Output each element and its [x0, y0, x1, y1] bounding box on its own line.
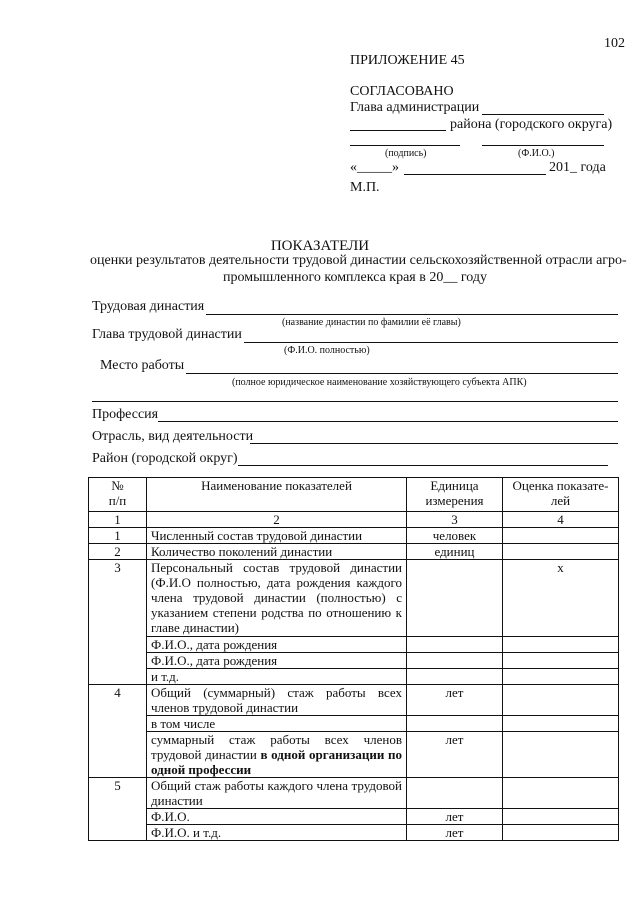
- row-unit[interactable]: [407, 560, 503, 637]
- table-header-row: [89, 478, 619, 512]
- row-name: Количество поколений династии: [147, 544, 407, 560]
- indicators-table: [88, 477, 619, 841]
- row-number: 1: [89, 528, 147, 544]
- row-name: Ф.И.О. и т.д.: [147, 825, 407, 841]
- header-num-line1: №: [111, 478, 124, 493]
- workplace-input-line[interactable]: [186, 373, 618, 374]
- row-score[interactable]: [503, 732, 619, 778]
- approved-label: СОГЛАСОВАНО: [350, 84, 454, 99]
- row-score[interactable]: [503, 809, 619, 825]
- table-row: [89, 528, 619, 544]
- row-unit[interactable]: [407, 653, 503, 669]
- dynasty-input-line[interactable]: [206, 314, 618, 315]
- table-row: [89, 637, 619, 653]
- row-name: [147, 732, 407, 778]
- date-year: 201_ года: [549, 160, 606, 175]
- row-number: 4: [89, 685, 147, 778]
- row-unit: человек: [407, 528, 503, 544]
- row-score[interactable]: [503, 544, 619, 560]
- col-number: 3: [407, 512, 503, 528]
- table-row: [89, 809, 619, 825]
- row-unit: единиц: [407, 544, 503, 560]
- head-caption: (Ф.И.О. полностью): [284, 345, 370, 356]
- row-unit[interactable]: [407, 669, 503, 685]
- row-name: Ф.И.О., дата рождения: [147, 637, 407, 653]
- district-blank: [350, 130, 446, 131]
- column-number-row: [89, 512, 619, 528]
- row-name: Ф.И.О., дата рождения: [147, 653, 407, 669]
- col-number: 1: [89, 512, 147, 528]
- row-unit[interactable]: [407, 716, 503, 732]
- header-score-line1: Оценка показате-: [512, 478, 609, 493]
- row-score[interactable]: [503, 653, 619, 669]
- date-month-blank: [404, 174, 546, 175]
- row-number: 5: [89, 778, 147, 841]
- col-number: 4: [503, 512, 619, 528]
- row-name: в том числе: [147, 716, 407, 732]
- row-name: Персональный состав трудовой династии (Ф.И.О полностью, дата рождения каждого члена трудовой династии (полностью) с указанием степени родства по отношению к главе династии): [147, 560, 407, 637]
- profession-input-line[interactable]: [158, 421, 618, 422]
- row-score: x: [503, 560, 619, 637]
- document-title: ПОКАЗАТЕЛИ: [270, 238, 370, 254]
- row-name: Общий (суммарный) стаж работы всех членов трудовой династии: [147, 685, 407, 716]
- head-input-line[interactable]: [244, 342, 618, 343]
- profession-label: Профессия: [92, 407, 159, 422]
- header-score: [503, 478, 619, 512]
- dynasty-caption: (название династии по фамилии её главы): [282, 317, 461, 328]
- district-field-label: Район (городской округ): [92, 451, 238, 466]
- header-num-line2: п/п: [108, 493, 127, 508]
- row-unit: лет: [407, 809, 503, 825]
- row-score[interactable]: [503, 669, 619, 685]
- workplace-label: Место работы: [100, 358, 185, 373]
- row-score[interactable]: [503, 825, 619, 841]
- head-admin-label: Глава администрации: [350, 100, 480, 115]
- dynasty-label: Трудовая династия: [92, 299, 205, 314]
- workplace-caption: (полное юридическое наименование хозяйствующего субъекта АПК): [232, 377, 527, 388]
- table-row: [89, 778, 619, 809]
- table-row: [89, 669, 619, 685]
- table-row: [89, 544, 619, 560]
- col-number: 2: [147, 512, 407, 528]
- row-unit[interactable]: [407, 778, 503, 809]
- header-name: Наименование показателей: [147, 478, 407, 512]
- header-unit: [407, 478, 503, 512]
- row-name: Численный состав трудовой династии: [147, 528, 407, 544]
- row-unit[interactable]: [407, 637, 503, 653]
- table-row: [89, 560, 619, 637]
- row-name-part: суммарный стаж работы всех членов трудовой династии: [151, 732, 402, 762]
- title-line-2: промышленного комплекса края в 20__ году: [223, 270, 487, 285]
- workplace-input-line-2[interactable]: [92, 401, 618, 402]
- row-score[interactable]: [503, 778, 619, 809]
- row-score[interactable]: [503, 528, 619, 544]
- header-score-line2: лей: [550, 493, 571, 508]
- industry-label: Отрасль, вид деятельности: [92, 429, 254, 444]
- signature-line: [350, 145, 460, 146]
- table-row: [89, 825, 619, 841]
- header-unit-line1: Единица: [430, 478, 479, 493]
- title-line-1: оценки результатов деятельности трудовой династии сельскохозяйственной отрасли агро-: [90, 253, 627, 268]
- row-name-bold-part: в одной организации по одной профессии: [151, 747, 402, 777]
- table-row: [89, 732, 619, 778]
- table-row: [89, 716, 619, 732]
- row-name: и т.д.: [147, 669, 407, 685]
- head-admin-blank: [482, 114, 604, 115]
- row-name: Общий стаж работы каждого члена трудовой династии: [147, 778, 407, 809]
- date-day: «_____»: [350, 160, 399, 175]
- industry-input-line[interactable]: [250, 443, 618, 444]
- head-label: Глава трудовой династии: [92, 327, 242, 342]
- row-score[interactable]: [503, 637, 619, 653]
- row-unit: лет: [407, 732, 503, 778]
- page-number: 102: [604, 36, 625, 51]
- signature-caption: (подпись): [385, 148, 427, 159]
- appendix-title: ПРИЛОЖЕНИЕ 45: [350, 53, 465, 68]
- row-score[interactable]: [503, 716, 619, 732]
- header-num: [89, 478, 147, 512]
- table-row: [89, 685, 619, 716]
- stamp-label: М.П.: [350, 180, 380, 195]
- district-label: района (городского округа): [450, 117, 613, 132]
- row-name: Ф.И.О.: [147, 809, 407, 825]
- header-unit-line2: измерения: [425, 493, 484, 508]
- district-input-line[interactable]: [238, 465, 608, 466]
- fio-caption: (Ф.И.О.): [518, 148, 555, 159]
- row-unit: лет: [407, 825, 503, 841]
- fio-line: [482, 145, 604, 146]
- row-score[interactable]: [503, 685, 619, 716]
- row-unit: лет: [407, 685, 503, 716]
- row-number: 2: [89, 544, 147, 560]
- row-number: 3: [89, 560, 147, 685]
- table-row: [89, 653, 619, 669]
